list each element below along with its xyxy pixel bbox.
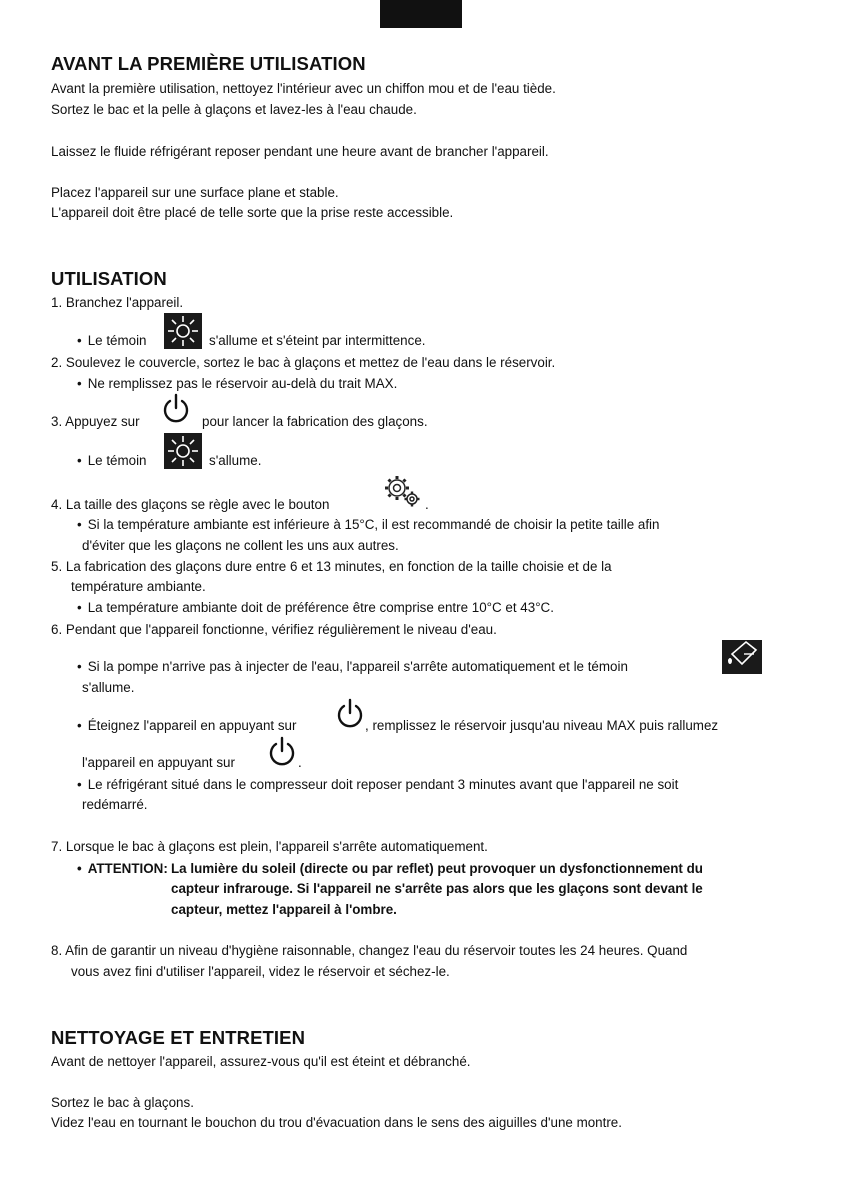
section-title-avant: AVANT LA PREMIÈRE UTILISATION (51, 53, 366, 74)
step-1: 1. Branchez l'appareil. (51, 295, 184, 310)
step-4-bullet-line-2: d'éviter que les glaçons ne collent les uns aux autres. (82, 538, 399, 553)
avant-paragraph-3: Laissez le fluide réfrigérant reposer pendant une heure avant de brancher l'appareil. (51, 144, 549, 159)
sun-indicator-icon (164, 433, 202, 469)
step-6: 6. Pendant que l'appareil fonctionne, vérifiez régulièrement le niveau d'eau. (51, 622, 497, 637)
avant-paragraph-1: Avant la première utilisation, nettoyez l'intérieur avec un chiffon mou et de l'eau tiède. (51, 81, 556, 96)
water-level-icon (722, 640, 762, 674)
step-5-line-1: 5. La fabrication des glaçons dure entre 6 et 13 minutes, en fonction de la taille choisie et de la (51, 559, 612, 574)
step-1-bullet-post: s'allume et s'éteint par intermittence. (209, 333, 426, 348)
nettoyage-paragraph-3: Videz l'eau en tournant le bouchon du trou d'évacuation dans le sens des aiguilles d'une montre. (51, 1115, 622, 1130)
avant-paragraph-4: Placez l'appareil sur une surface plane et stable. (51, 185, 339, 200)
step-7-attention-line-2: capteur infrarouge. Si l'appareil ne s'arrête pas alors que les glaçons sont devant le (171, 881, 703, 896)
step-8-line-1: 8. Afin de garantir un niveau d'hygiène raisonnable, changez l'eau du réservoir toutes les 24 heures. Quand (51, 943, 688, 958)
power-icon (161, 393, 191, 425)
avant-paragraph-2: Sortez le bac et la pelle à glaçons et lavez-les à l'eau chaude. (51, 102, 417, 117)
avant-paragraph-5: L'appareil doit être placé de telle sorte que la prise reste accessible. (51, 205, 454, 220)
step-3-bullet-pre: • Le témoin (77, 452, 147, 470)
section-title-utilisation: UTILISATION (51, 268, 167, 289)
power-icon (267, 736, 297, 768)
step-2: 2. Soulevez le couvercle, sortez le bac à glaçons et mettez de l'eau dans le réservoir. (51, 355, 556, 370)
power-icon (335, 698, 365, 730)
step-6-bullet-2-end: . (298, 755, 302, 770)
gear-size-icon (382, 473, 424, 509)
step-6-bullet-1-line-2: s'allume. (82, 680, 135, 695)
step-3-bullet-post: s'allume. (209, 453, 262, 468)
top-header-block (380, 0, 462, 28)
step-5-line-2: température ambiante. (71, 579, 206, 594)
step-7-attention-line-1: La lumière du soleil (directe ou par reflet) peut provoquer un dysfonctionnement du (171, 861, 703, 876)
step-6-bullet-2-line-2: l'appareil en appuyant sur (82, 755, 235, 770)
step-1-bullet-pre: • Le témoin (77, 332, 147, 350)
step-4-bullet-line-1: • Si la température ambiante est inférieure à 15°C, il est recommandé de choisir la petite taille afin (77, 516, 659, 534)
step-6-bullet-3-line-2: redémarré. (82, 797, 148, 812)
step-4-pre: 4. La taille des glaçons se règle avec le bouton (51, 497, 330, 512)
step-6-bullet-2-mid: , remplissez le réservoir jusqu'au niveau MAX puis rallumez (365, 718, 719, 733)
nettoyage-paragraph-1: Avant de nettoyer l'appareil, assurez-vous qu'il est éteint et débranché. (51, 1054, 471, 1069)
step-4-post: . (425, 497, 429, 512)
step-2-bullet: • Ne remplissez pas le réservoir au-delà du trait MAX. (77, 375, 397, 393)
step-7-attention-label: • ATTENTION: (77, 860, 168, 878)
step-7: 7. Lorsque le bac à glaçons est plein, l'appareil s'arrête automatiquement. (51, 839, 488, 854)
step-8-line-2: vous avez fini d'utiliser l'appareil, videz le réservoir et séchez-le. (71, 964, 450, 979)
step-6-bullet-3-line-1: • Le réfrigérant situé dans le compresseur doit reposer pendant 3 minutes avant que l'appareil ne soit (77, 776, 678, 794)
step-3-pre: 3. Appuyez sur (51, 414, 140, 429)
step-6-bullet-2-pre: • Éteignez l'appareil en appuyant sur (77, 717, 296, 735)
section-title-nettoyage: NETTOYAGE ET ENTRETIEN (51, 1027, 306, 1048)
sun-indicator-icon (164, 313, 202, 349)
step-3-post: pour lancer la fabrication des glaçons. (202, 414, 428, 429)
step-5-bullet: • La température ambiante doit de préférence être comprise entre 10°C et 43°C. (77, 599, 554, 617)
nettoyage-paragraph-2: Sortez le bac à glaçons. (51, 1095, 194, 1110)
step-7-attention-line-3: capteur, mettez l'appareil à l'ombre. (171, 902, 397, 917)
step-6-bullet-1-line-1: • Si la pompe n'arrive pas à injecter de l'eau, l'appareil s'arrête automatiquement et le témoin (77, 658, 628, 676)
